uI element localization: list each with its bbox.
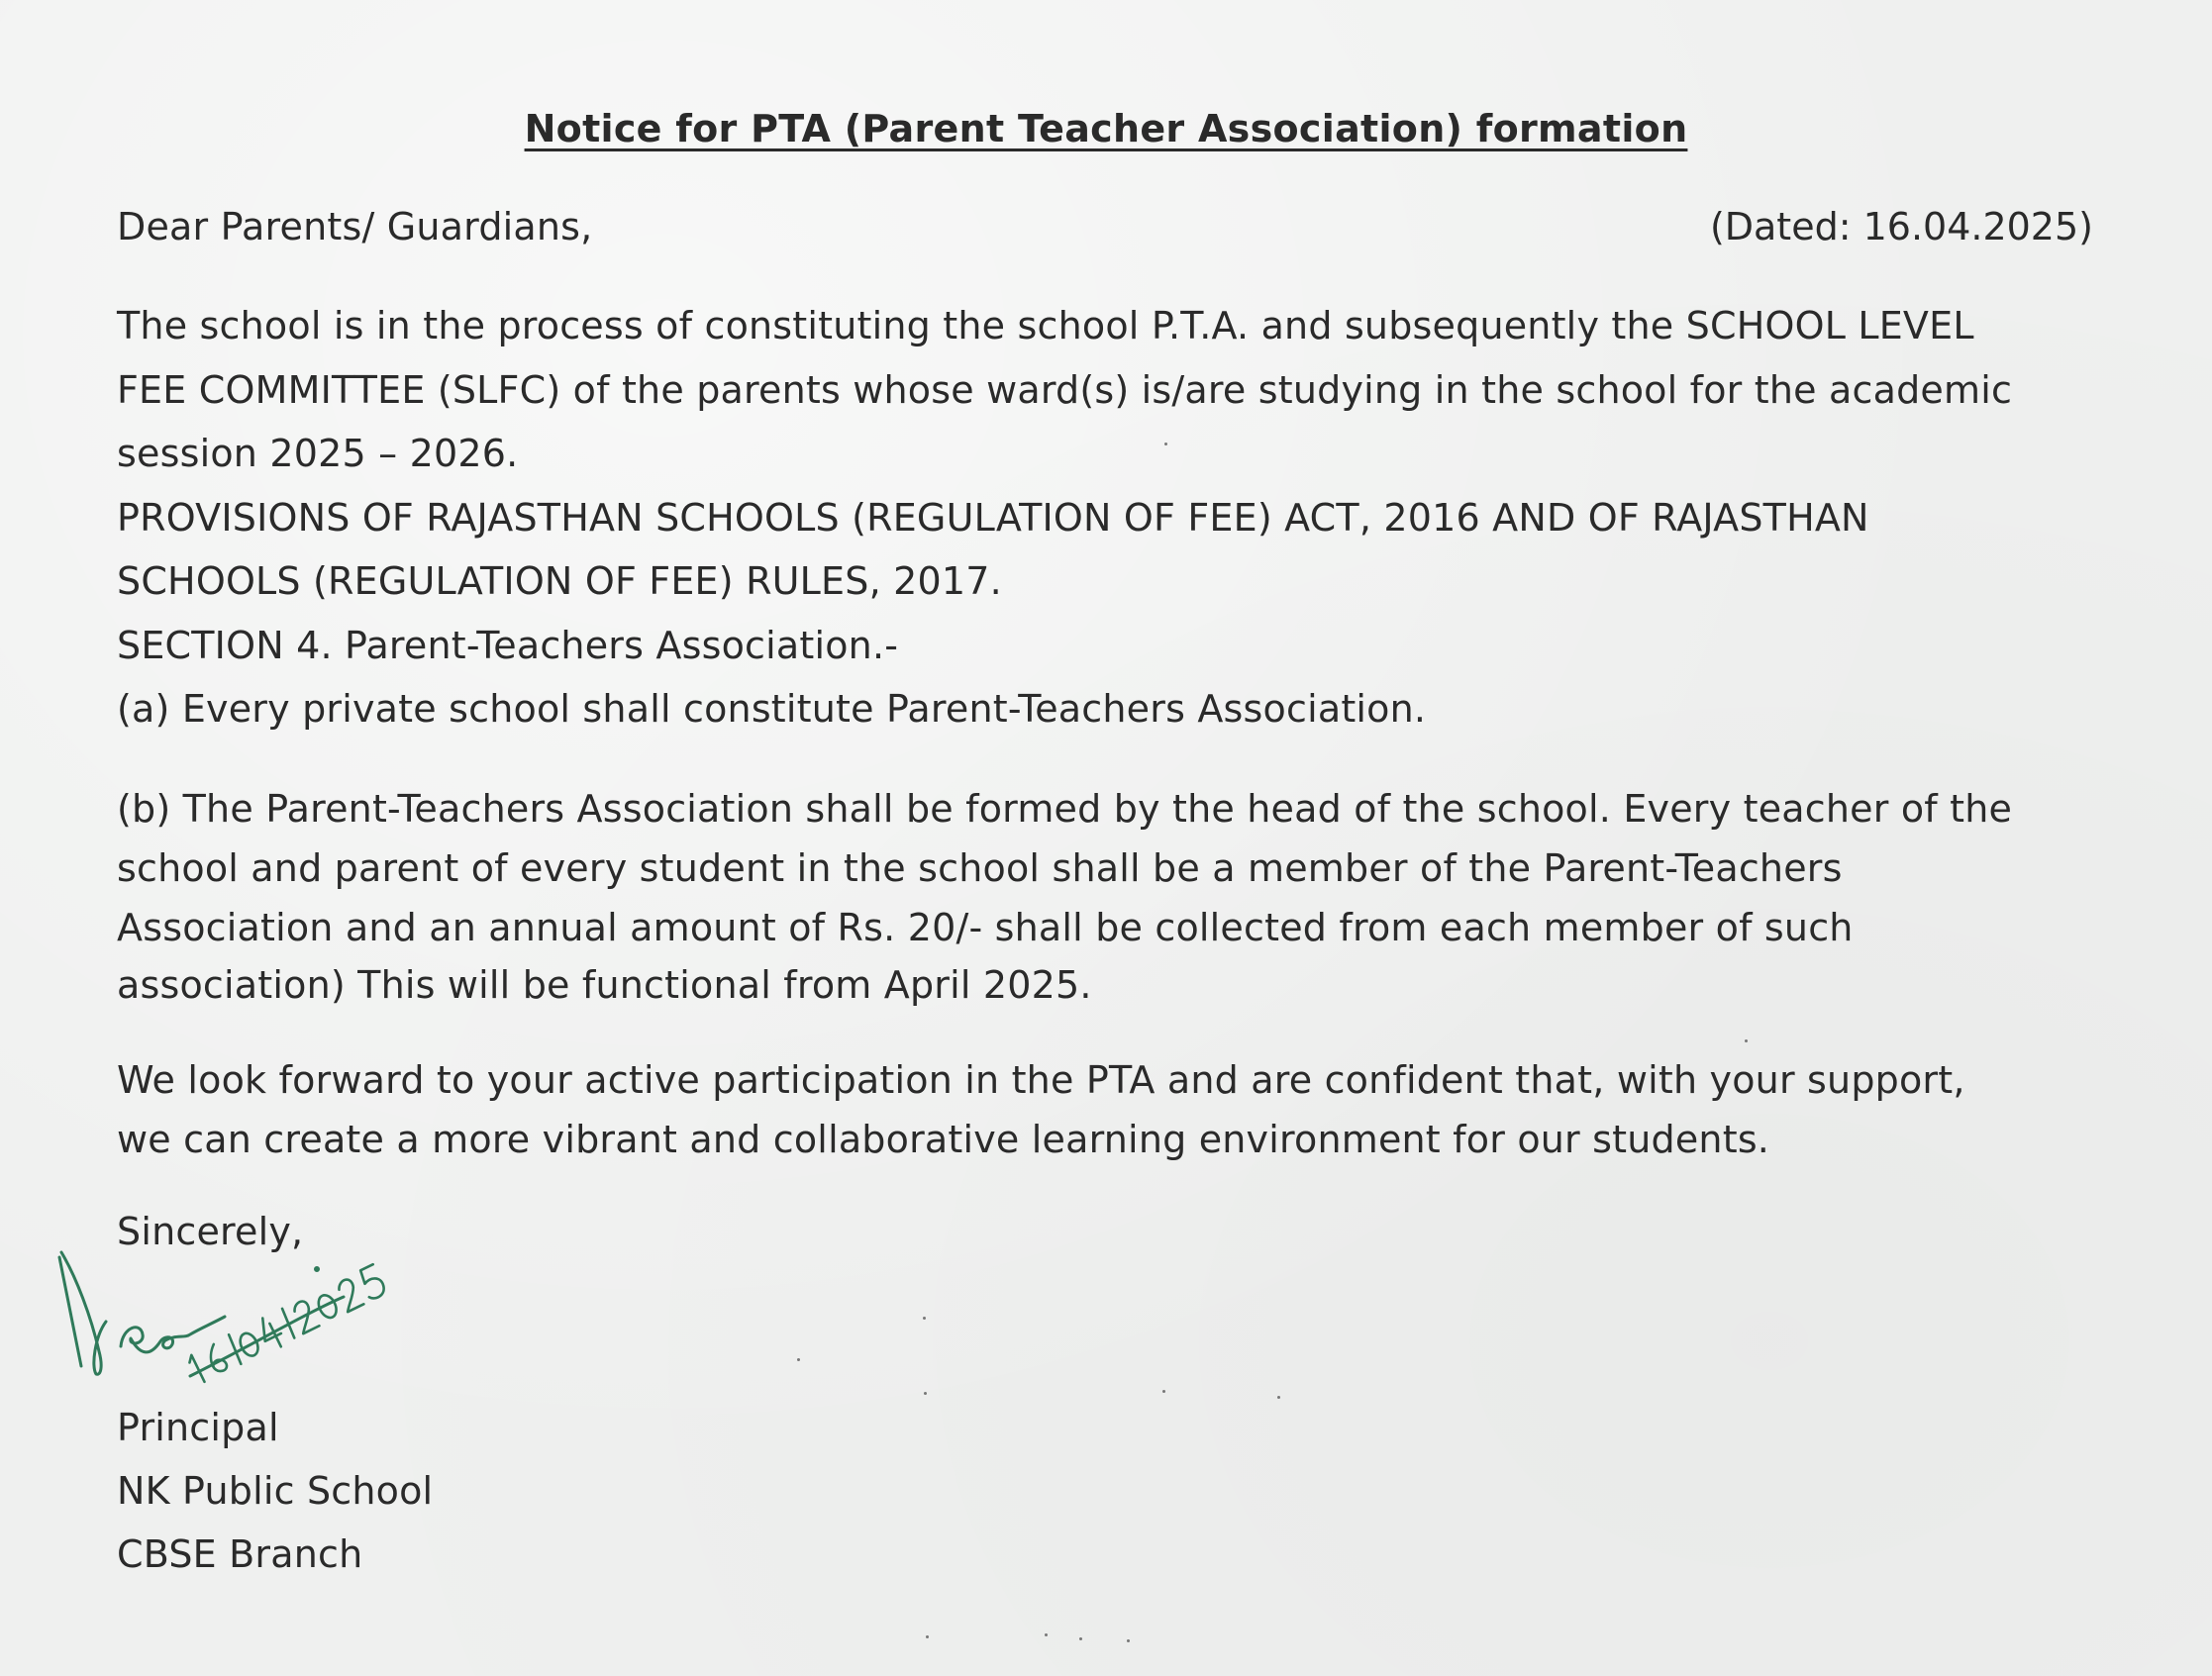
scan-speck bbox=[926, 1635, 929, 1638]
clause-b-line-1: (b) The Parent-Teachers Association shall be formed by the head of the school. Every teacher of the bbox=[117, 787, 2013, 831]
scan-speck bbox=[1079, 1637, 1082, 1640]
section-heading: SECTION 4. Parent-Teachers Association.- bbox=[117, 624, 899, 667]
scan-speck bbox=[1745, 1039, 1748, 1042]
closing-para-line-2: we can create a more vibrant and collaborative learning environment for our students. bbox=[117, 1118, 1770, 1161]
signer-school: NK Public School bbox=[117, 1469, 434, 1513]
para1-line-3: session 2025 – 2026. bbox=[117, 432, 519, 475]
scan-speck bbox=[1164, 443, 1167, 445]
signer-title: Principal bbox=[117, 1406, 279, 1449]
scan-speck bbox=[797, 1358, 800, 1361]
salutation: Dear Parents/ Guardians, bbox=[117, 205, 593, 248]
notice-date: (Dated: 16.04.2025) bbox=[1709, 205, 2093, 248]
closing: Sincerely, bbox=[117, 1210, 304, 1253]
scan-speck bbox=[1277, 1396, 1280, 1399]
para1-line-2: FEE COMMITTEE (SLFC) of the parents whose ward(s) is/are studying in the school for the academic bbox=[117, 368, 2013, 412]
signer-branch: CBSE Branch bbox=[117, 1532, 363, 1576]
closing-para-line-1: We look forward to your active participation in the PTA and are confident that, with your support, bbox=[117, 1058, 1965, 1102]
notice-title: Notice for PTA (Parent Teacher Association) formation bbox=[524, 107, 1688, 150]
scan-speck bbox=[924, 1392, 927, 1395]
clause-a: (a) Every private school shall constitute Parent-Teachers Association. bbox=[117, 687, 1427, 731]
clause-b-line-4: association) This will be functional from April 2025. bbox=[117, 963, 1092, 1007]
provisions-line-2: SCHOOLS (REGULATION OF FEE) RULES, 2017. bbox=[117, 559, 1002, 603]
clause-b-line-2: school and parent of every student in the school shall be a member of the Parent-Teachers bbox=[117, 846, 1843, 890]
para1-line-1: The school is in the process of constituting the school P.T.A. and subsequently the SCHOOL LEVEL bbox=[117, 304, 1974, 347]
scan-speck bbox=[1162, 1390, 1165, 1393]
scan-speck bbox=[1127, 1639, 1130, 1642]
clause-b-line-3: Association and an annual amount of Rs. 20/- shall be collected from each member of such bbox=[117, 906, 1854, 949]
scan-speck bbox=[1045, 1633, 1048, 1636]
scan-speck bbox=[923, 1317, 926, 1320]
provisions-line-1: PROVISIONS OF RAJASTHAN SCHOOLS (REGULATION OF FEE) ACT, 2016 AND OF RAJASTHAN bbox=[117, 496, 1869, 540]
handwritten-signature bbox=[51, 1218, 517, 1416]
